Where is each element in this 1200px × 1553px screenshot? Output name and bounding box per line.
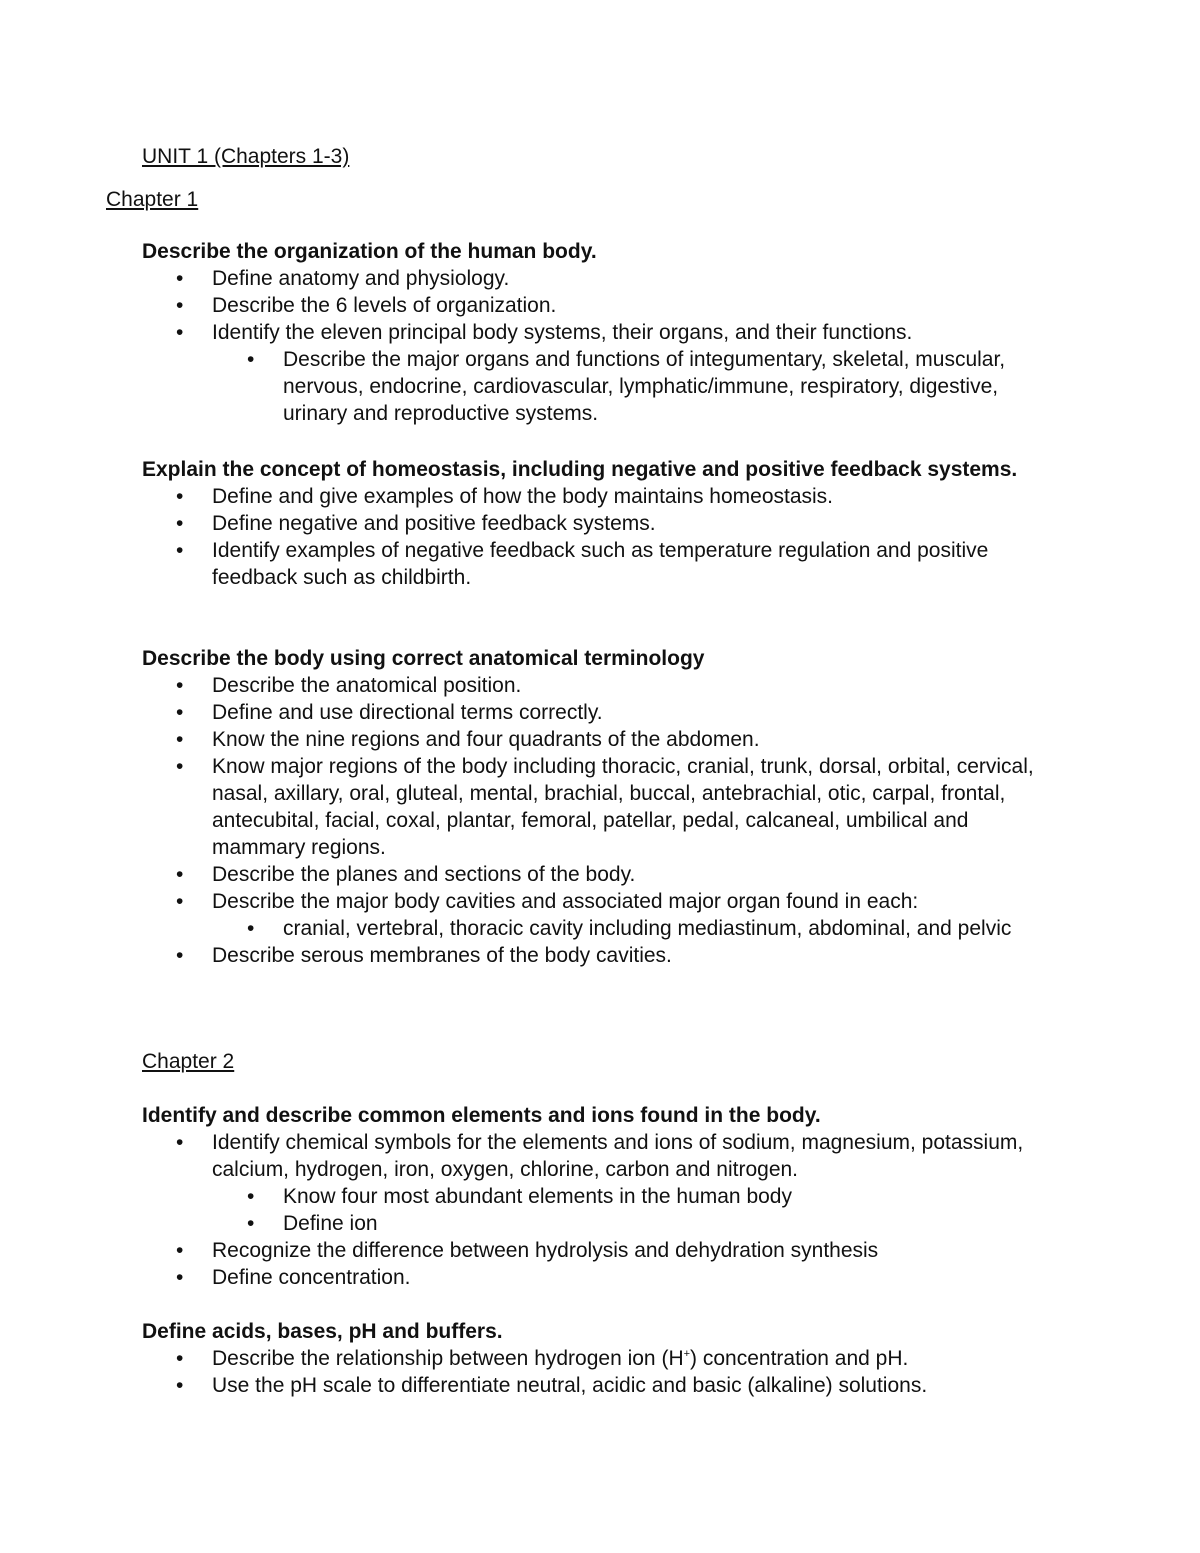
list-item: • Recognize the difference between hydrolysis and dehydration synthesis — [142, 1237, 1042, 1264]
list-item-text-part: Describe the relationship between hydrogen ion (H — [212, 1347, 684, 1370]
bullet-list — [142, 1345, 1042, 1399]
section-terminology — [142, 645, 1042, 969]
list-item-text: Identify chemical symbols for the elements and ions of sodium, magnesium, potassium, calcium, hydrogen, iron, oxygen, chlorine, carbon and nitrogen. — [212, 1131, 1024, 1181]
list-item-text: Identify the eleven principal body systems, their organs, and their functions. — [212, 321, 913, 344]
list-item: • Describe the anatomical position. — [142, 672, 1042, 699]
bullet-list — [142, 483, 1042, 591]
bullet-list — [142, 1129, 1042, 1291]
section-heading: Describe the body using correct anatomical terminology — [142, 647, 705, 670]
chapter-1-title: Chapter 1 — [106, 188, 199, 211]
section-homeostasis — [142, 456, 1042, 591]
sub-list-item: • cranial, vertebral, thoracic cavity including mediastinum, abdominal, and pelvic — [142, 915, 1042, 942]
section-elements-ions — [142, 1102, 1042, 1291]
section-heading: Identify and describe common elements and ions found in the body. — [142, 1104, 821, 1127]
list-item: • Define and use directional terms correctly. — [142, 699, 1042, 726]
section-heading: Define acids, bases, pH and buffers. — [142, 1320, 503, 1343]
list-item — [142, 319, 1042, 427]
list-item: • Describe the planes and sections of the body. — [142, 861, 1042, 888]
superscript-plus: + — [683, 1348, 691, 1360]
list-item: • Know major regions of the body including thoracic, cranial, trunk, dorsal, orbital, cervical, nasal, axillary, oral, gluteal, mental, brachial, buccal, antebrachial, otic, carpal, frontal, antecubital, facial, coxal, plantar, femoral, patellar, pedal, calcaneal, umbilical and mammary regions. — [142, 753, 1042, 861]
bullet-list — [142, 265, 1042, 427]
section-heading: Describe the organization of the human body. — [142, 240, 597, 263]
list-item: • Describe serous membranes of the body cavities. — [142, 942, 1042, 969]
bullet-list — [142, 672, 1042, 969]
list-item — [142, 1129, 1042, 1237]
list-item: • Use the pH scale to differentiate neutral, acidic and basic (alkaline) solutions. — [142, 1372, 1042, 1399]
list-item: • Define concentration. — [142, 1264, 1042, 1291]
list-item — [142, 888, 1042, 942]
list-item: • Define and give examples of how the body maintains homeostasis. — [142, 483, 1042, 510]
sub-bullet-list — [212, 346, 1042, 427]
unit-title: UNIT 1 (Chapters 1-3) — [142, 145, 350, 168]
list-item: • Identify examples of negative feedback such as temperature regulation and positive feedback such as childbirth. — [142, 537, 1042, 591]
sub-list-item: • Describe the major organs and functions of integumentary, skeletal, muscular, nervous, endocrine, cardiovascular, lymphatic/immune, respiratory, digestive, urinary and reproductive systems. — [142, 346, 1042, 427]
chapter-2-title: Chapter 2 — [142, 1050, 235, 1073]
list-item: • Define anatomy and physiology. — [142, 265, 1042, 292]
sub-bullet-list — [212, 915, 1042, 942]
list-item: • Define negative and positive feedback systems. — [142, 510, 1042, 537]
list-item-text: Describe the major body cavities and associated major organ found in each: — [212, 890, 919, 913]
list-item: • Describe the 6 levels of organization. — [142, 292, 1042, 319]
list-item — [142, 1345, 1042, 1372]
sub-bullet-list — [212, 1183, 1042, 1237]
section-heading: Explain the concept of homeostasis, including negative and positive feedback systems. — [142, 458, 1018, 481]
list-item-text-part: ) concentration and pH. — [690, 1347, 909, 1370]
list-item: • Know the nine regions and four quadrants of the abdomen. — [142, 726, 1042, 753]
sub-list-item: • Define ion — [142, 1210, 1042, 1237]
section-acids-bases — [142, 1318, 1042, 1399]
section-organization — [142, 238, 1042, 427]
sub-list-item: • Know four most abundant elements in the human body — [142, 1183, 1042, 1210]
